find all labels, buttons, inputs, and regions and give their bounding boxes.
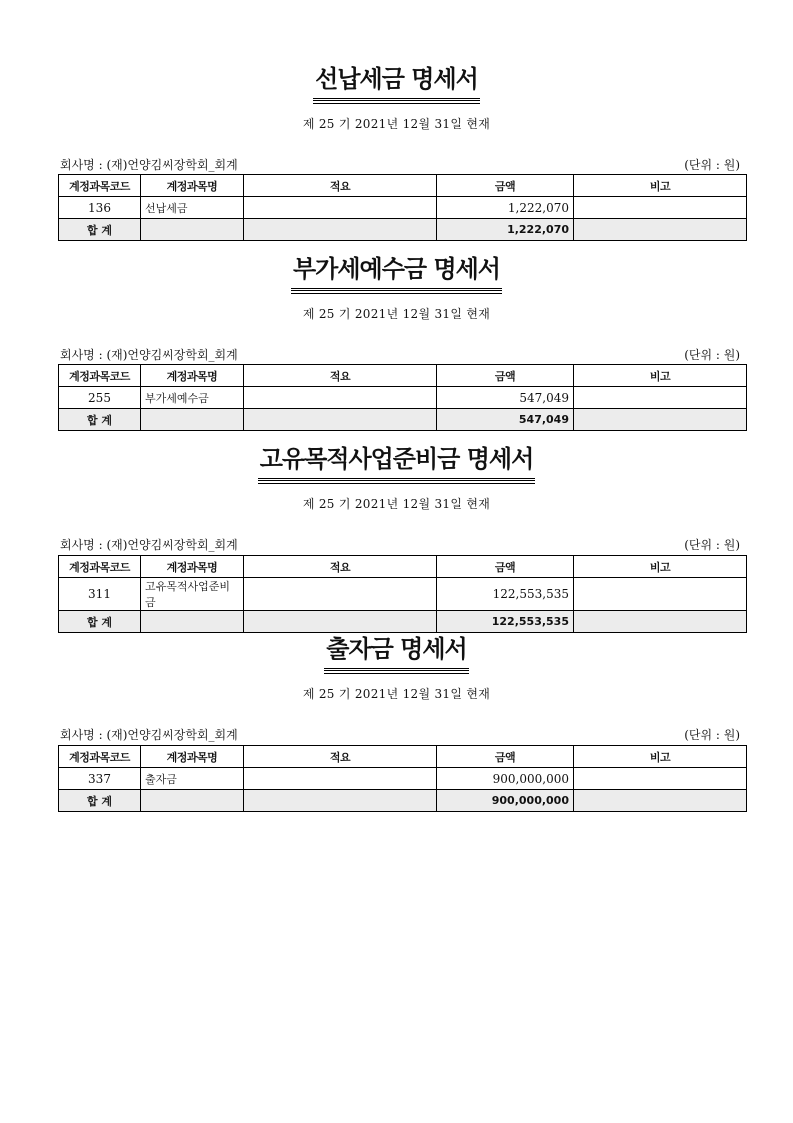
statement-section	[0, 64, 793, 132]
table-header-row	[59, 746, 747, 768]
statement-title: 고유목적사업준비금 명세서	[258, 444, 536, 481]
total-amount: 547,049	[437, 409, 574, 431]
header-name: 계정과목명	[141, 175, 244, 197]
total-row	[59, 219, 747, 241]
cell-desc	[244, 387, 437, 409]
cell-desc	[244, 578, 437, 611]
cell-note	[574, 578, 747, 611]
company-name: 회사명 : (재)언양김씨장학회_회계	[60, 158, 238, 172]
header-desc: 적요	[244, 556, 437, 578]
cell-code: 255	[59, 387, 141, 409]
company-name: 회사명 : (재)언양김씨장학회_회계	[60, 728, 238, 742]
table-header-row	[59, 175, 747, 197]
statement-period: 제 25 기 2021년 12월 31일 현재	[302, 307, 491, 321]
table-row	[59, 387, 747, 409]
unit-label: (단위 : 원)	[684, 538, 740, 552]
statement-table	[58, 555, 747, 633]
header-amount: 금액	[437, 175, 574, 197]
table-header-row	[59, 365, 747, 387]
statement-period: 제 25 기 2021년 12월 31일 현재	[302, 117, 491, 131]
header-name: 계정과목명	[141, 746, 244, 768]
meta-row	[60, 156, 740, 173]
header-code: 계정과목코드	[59, 175, 141, 197]
cell-name: 고유목적사업준비금	[141, 578, 244, 611]
table-header-row	[59, 556, 747, 578]
header-desc: 적요	[244, 175, 437, 197]
cell-name: 선납세금	[141, 197, 244, 219]
total-amount: 900,000,000	[437, 790, 574, 812]
header-code: 계정과목코드	[59, 556, 141, 578]
header-note: 비고	[574, 746, 747, 768]
header-name: 계정과목명	[141, 365, 244, 387]
total-label: 합 계	[59, 790, 141, 812]
cell-code: 337	[59, 768, 141, 790]
meta-row	[60, 536, 740, 553]
total-label: 합 계	[59, 409, 141, 431]
meta-row	[60, 346, 740, 363]
cell-note	[574, 768, 747, 790]
unit-label: (단위 : 원)	[684, 158, 740, 172]
header-note: 비고	[574, 556, 747, 578]
header-name: 계정과목명	[141, 556, 244, 578]
unit-label: (단위 : 원)	[684, 348, 740, 362]
cell-note	[574, 197, 747, 219]
total-row	[59, 790, 747, 812]
cell-amount: 122,553,535	[437, 578, 574, 611]
cell-code: 311	[59, 578, 141, 611]
total-label: 합 계	[59, 219, 141, 241]
cell-code: 136	[59, 197, 141, 219]
unit-label: (단위 : 원)	[684, 728, 740, 742]
meta-row	[60, 726, 740, 743]
statement-section	[0, 444, 793, 512]
cell-note	[574, 387, 747, 409]
header-code: 계정과목코드	[59, 365, 141, 387]
table-row	[59, 578, 747, 611]
header-note: 비고	[574, 365, 747, 387]
header-desc: 적요	[244, 365, 437, 387]
header-amount: 금액	[437, 365, 574, 387]
cell-desc	[244, 768, 437, 790]
header-code: 계정과목코드	[59, 746, 141, 768]
cell-desc	[244, 197, 437, 219]
statement-section	[0, 634, 793, 702]
cell-amount: 1,222,070	[437, 197, 574, 219]
table-row	[59, 768, 747, 790]
table-row	[59, 197, 747, 219]
cell-amount: 900,000,000	[437, 768, 574, 790]
statement-period: 제 25 기 2021년 12월 31일 현재	[302, 497, 491, 511]
statement-table	[58, 745, 747, 812]
total-amount: 122,553,535	[437, 611, 574, 633]
statement-title: 부가세예수금 명세서	[291, 254, 502, 291]
cell-amount: 547,049	[437, 387, 574, 409]
statement-title: 선납세금 명세서	[313, 64, 480, 101]
total-label: 합 계	[59, 611, 141, 633]
total-row	[59, 409, 747, 431]
header-desc: 적요	[244, 746, 437, 768]
total-row	[59, 611, 747, 633]
total-amount: 1,222,070	[437, 219, 574, 241]
cell-name: 부가세예수금	[141, 387, 244, 409]
header-amount: 금액	[437, 746, 574, 768]
statement-table	[58, 174, 747, 241]
header-amount: 금액	[437, 556, 574, 578]
statement-title: 출자금 명세서	[324, 634, 468, 671]
statement-period: 제 25 기 2021년 12월 31일 현재	[302, 687, 491, 701]
statement-section	[0, 254, 793, 322]
statement-table	[58, 364, 747, 431]
header-note: 비고	[574, 175, 747, 197]
company-name: 회사명 : (재)언양김씨장학회_회계	[60, 538, 238, 552]
company-name: 회사명 : (재)언양김씨장학회_회계	[60, 348, 238, 362]
cell-name: 출자금	[141, 768, 244, 790]
